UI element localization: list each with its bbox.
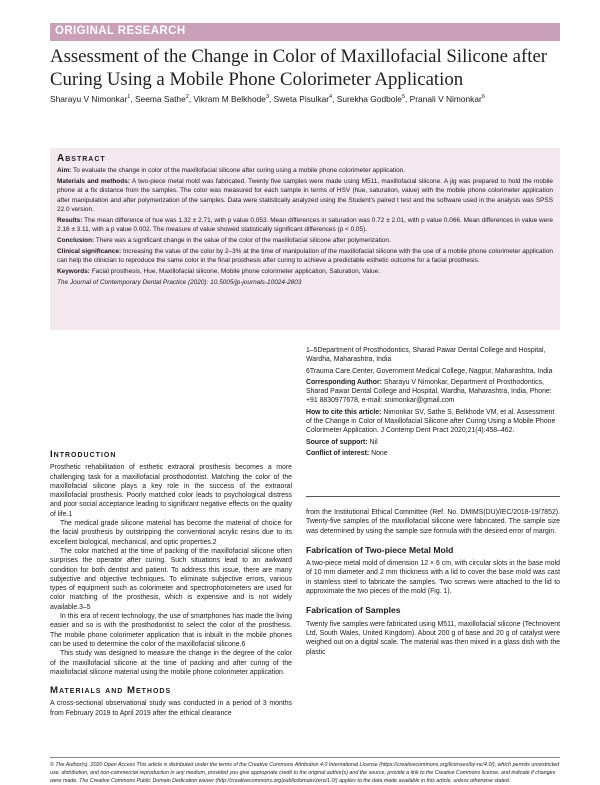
abstract-conclusion: Conclusion: There was a significant change in the value of the color of the maxillofacial silicone after polymerization. xyxy=(57,237,391,245)
conflict-of-interest: Conflict of interest: None xyxy=(306,449,388,457)
license-footnote: © The Author(s). 2020 Open Access This article is distributed under the terms of the Creative Commons Attribution 4.0 International License (https://creativecommons.org/licenses/by-nc/4.0/), which permits unrestricted use, distribution, and non-commercial reproduction in any medium, provided you give appropriate credit to the original author(s) and the source, provide a link to the Creative Commons license, and indicate if changes were made. The Creative Commons Public Domain Dedication waiver (http://creativecommons.org/publicdomain/zero/1.0/) applies to the data made available in this article, unless otherwise stated. xyxy=(50,762,560,784)
paragraph: In this era of recent technology, the use of smartphones has made the living easier and so is with the prosthodontist to select the color of the prosthesis. The mobile phone colorimeter application that is inbuilt in the mobile phones can be used to determine the color of the maxillofacial silicone.6 xyxy=(50,613,292,648)
affiliation: 1–5Department of Prosthodontics, Sharad Pawar Dental College and Hospital, Wardha, Maharashtra, India xyxy=(306,347,546,364)
author-list: Sharayu V Nimonkar$^1$, Seema Sathe$^2$, Vikram M Belkhode$^3$, Sweta Pisulkar$^4$, Surekha Godbole$^5$, Pranali V Nimonkar$^6$ xyxy=(50,94,485,104)
paragraph: The medical grade silicone material has become the material of choice for the facial prosthesis by outstripping the conventional acrylic resins due to its excellent biological, mechanical, and optic properties.2 xyxy=(50,520,292,546)
abstract-keywords: Keywords: Facial prosthesis, Hue, Maxillofacial silicone, Mobile phone colorimeter application, Saturation, Value. xyxy=(57,268,381,276)
author-name: Pranali V Nimonkar xyxy=(409,94,482,104)
abstract xyxy=(57,154,553,289)
paragraph: from the Institutional Ethical Committee (Ref. No. DMIMS(DU)/IEC/2018-19/7852). Twenty-five samples of the maxillofacial silicone were fabricated. The sample size was determined by using the sample size formula with the desired error of margin. xyxy=(306,509,560,535)
author-name: Vikram M Belkhode xyxy=(193,94,266,104)
section-label: ORIGINAL RESEARCH xyxy=(55,25,186,37)
methods-heading: Materials and Methods xyxy=(50,685,172,697)
author-name: Sharayu V Nimonkar xyxy=(50,94,128,104)
section-banner xyxy=(50,23,560,41)
article-title: Assessment of the Change in Color of Maxillofacial Silicone after Curing Using a Mobile Phone Colorimeter Application xyxy=(50,46,548,90)
right-column xyxy=(306,508,560,657)
abstract-results: Results: The mean difference of hue was 1.32 ± 2.71, with p value 0.053. Mean differences in saturation was 0.72 ± 2.01, with p value 0.066. Mean differences in value were 2.16 ± 3.11, with a p value 0.002. The measure of value showed statistically significant differences (p < 0.05). xyxy=(57,216,553,234)
paragraph: A cross-sectional observational study was conducted in a period of 3 months from February 2019 to April 2019 after the ethical clearance xyxy=(50,700,292,717)
paragraph: Twenty five samples were fabricated using M511, maxillofacial silicone (Technovent Ltd, South Wales, United Kingdom). About 200 g of base and 20 g of catalyst were weighed out on a digital scale. The material was then mixed in a glass dish with the plastic xyxy=(306,620,560,656)
author-name: Surekha Godbole xyxy=(336,94,402,104)
source-of-support: Source of support: Nil xyxy=(306,438,378,446)
author-name: Sweta Pisulkar xyxy=(273,94,330,104)
abstract-methods: Materials and methods: A two-piece metal mold was fabricated. Twenty five samples were made using M511, maxillofacial silicone. A jig was prepared to hold the mobile phone at a fix distance from the samples. The color was measured for each sample in terms of HSV (hue, saturation, value) with the mobile phone colorimeter application after manipulation and after polymerization of the samples. Data were statistically analyzed using the Student's paired t test and the software used in the analysis was SPSS 22.0 version. xyxy=(57,178,553,214)
paragraph: A two-piece metal mold of dimension 12 × 6 cm, with circular slots in the base mold of 10 mm diameter and 2 mm thickness with a lid to cover the base mold was cast in stainless steel to fabricate the samples. Two screws were attached to the lid to approximate the two pieces of the mold (Fig. 1). xyxy=(306,560,560,596)
paragraph: This study was designed to measure the change in the degree of the color of the maxillofacial silicone at the time of packing and after curing of the maxillofacial silicone material using the mobile phone colorimeter application. xyxy=(50,650,292,676)
abstract-aim: Aim: To evaluate the change in color of the maxillofacial silicone after curing using a mobile phone colorimeter application. xyxy=(57,167,406,175)
journal-citation: The Journal of Contemporary Dental Practice (2020): 10.5005/jp-journals-10024-2803 xyxy=(57,279,302,287)
mold-heading: Fabrication of Two-piece Metal Mold xyxy=(306,544,454,555)
paragraph: The color matched at the time of packing of the maxillofacial silicone often surprises the operator after curing. Such situations lead to an awkward condition for both dentist and patient. To address this issue, there are many subjective and objective techniques. To eliminate subjective errors, various types of equipment such as colorimeter and spectrophotometers are used for color matching of the prosthesis, which is expensive and is not widely available.3–5 xyxy=(50,547,292,611)
paragraph: Prosthetic rehabilitation of esthetic extraoral prosthesis becomes a more challenging task for a maxillofacial prosthodontist. Matching the color of the maxillofacial silicone plays a key role in the success of the extraoral maxillofacial prosthesis. Poorly matched color leads to psychological distress and poor social acceptance leading to significant negative effects on the quality of life.1 xyxy=(50,464,292,518)
divider xyxy=(306,496,560,497)
how-to-cite: How to cite this article: Nimonkar SV, Sathe S, Belkhode VM, et al. Assessment of the Change in Color of Maxillofacial Silicone after Curing Using a Mobile Phone Colorimeter Application. J Contemp Dent Pract 2020;21(4):458–462. xyxy=(306,408,556,435)
corresponding-author: Corresponding Author: Sharayu V Nimonkar, Department of Prosthodontics, Sharad Pawar Dental College and Hospital, Wardha, Maharashtra, India, Phone: +91 8830977678, e-mail: snimonkar@gmail.com xyxy=(306,378,552,405)
intro-heading: Introduction xyxy=(50,449,117,460)
samples-heading: Fabrication of Samples xyxy=(306,605,401,616)
affiliations xyxy=(306,346,560,460)
abstract-heading: Abstract xyxy=(57,153,106,164)
affiliation: 6Trauma Care Center, Government Medical College, Nagpur, Maharashtra, India xyxy=(306,367,553,375)
left-column xyxy=(50,450,292,718)
footer-rule xyxy=(50,757,560,758)
author-name: Seema Sathe xyxy=(135,94,186,104)
abstract-clinical: Clinical significance: Increasing the value of the color by 2–3% at the time of manipulation of the maxillofacial silicone with the use of a mobile phone colorimeter application can help the clinician to reproduce the same color in the final prosthesis after curing to achieve a predictable esthetic outcome for a facial prosthesis. xyxy=(57,248,553,265)
